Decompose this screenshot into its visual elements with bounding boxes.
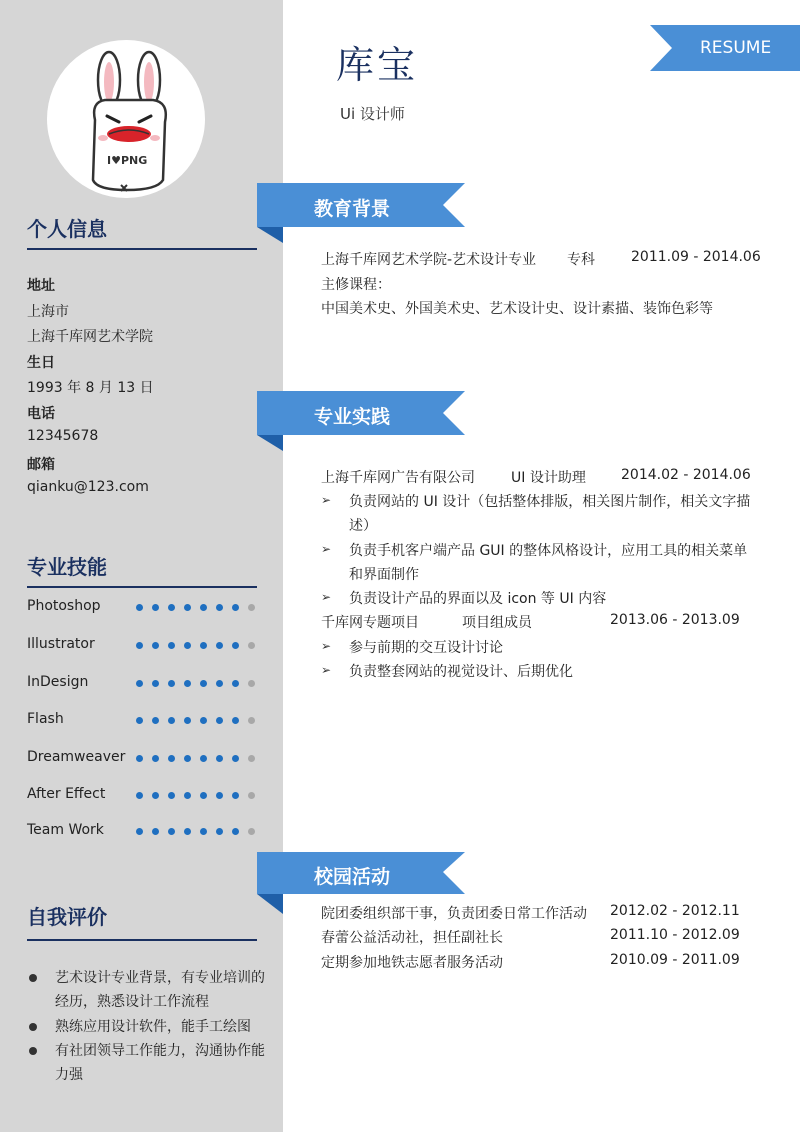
- education-degree: 专科: [567, 252, 595, 268]
- skill-dot-empty: [248, 755, 255, 762]
- skill-row: [27, 636, 262, 656]
- skill-dot-filled: [152, 642, 159, 649]
- skill-dot-filled: [232, 642, 239, 649]
- skill-dot-filled: [184, 717, 191, 724]
- skill-dot-filled: [136, 755, 143, 762]
- campus-item-text: 定期参加地铁志愿者服务活动: [321, 955, 503, 971]
- education-courses: 中国美术史、外国美术史、艺术设计史、设计素描、装饰色彩等: [321, 301, 713, 317]
- campus-item-text: 院团委组织部干事，负责团委日常工作活动: [321, 906, 587, 922]
- job1-duty-line: 述）: [349, 518, 377, 534]
- skill-dot-filled: [168, 755, 175, 762]
- skill-dot-empty: [248, 680, 255, 687]
- education-school: 上海千库网艺术学院-艺术设计专业: [321, 252, 537, 268]
- self-eval-item: [27, 1039, 277, 1087]
- job1-period: 2014.02 - 2014.06: [621, 467, 751, 483]
- address-line2: 上海千库网艺术学院: [27, 329, 153, 345]
- practice-heading: 专业实践: [314, 406, 391, 428]
- skill-dot-filled: [200, 717, 207, 724]
- personal-info-rule: [27, 248, 257, 250]
- self-eval-item: [27, 1015, 277, 1039]
- phone-label: 电话: [27, 406, 55, 422]
- skill-dot-empty: [248, 828, 255, 835]
- skills-heading: 专业技能: [27, 555, 107, 579]
- skill-dot-filled: [168, 828, 175, 835]
- skill-name: Illustrator: [27, 636, 95, 652]
- phone-value: 12345678: [27, 428, 99, 444]
- arrow-bullet-icon: ➢: [321, 590, 332, 604]
- campus-heading: 校园活动: [314, 866, 391, 888]
- skill-dot-empty: [248, 642, 255, 649]
- bullet-icon: [29, 1023, 37, 1031]
- job1-duty-line: 负责网站的 UI 设计（包括整体排版，相关图片制作，相关文字描: [349, 494, 751, 510]
- arrow-bullet-icon: ➢: [321, 639, 332, 653]
- education-period: 2011.09 - 2014.06: [631, 249, 761, 265]
- skill-dot-filled: [136, 828, 143, 835]
- skill-dot-filled: [152, 604, 159, 611]
- personal-info-heading: 个人信息: [27, 217, 107, 241]
- skill-dot-filled: [152, 755, 159, 762]
- skill-dot-filled: [136, 717, 143, 724]
- skill-dot-filled: [232, 828, 239, 835]
- skill-dot-filled: [152, 680, 159, 687]
- education-heading: 教育背景: [314, 198, 391, 220]
- self-eval-text: 熟练应用设计软件，能手工绘图: [55, 1019, 251, 1035]
- skill-row: [27, 786, 262, 806]
- job2-company: 千库网专题项目: [321, 615, 419, 631]
- skill-row: [27, 749, 262, 769]
- sidebar: [0, 0, 283, 1132]
- job1-role: UI 设计助理: [511, 470, 586, 486]
- job2-period: 2013.06 - 2013.09: [610, 612, 740, 628]
- campus-item-text: 春蕾公益活动社，担任副社长: [321, 930, 503, 946]
- skill-dot-filled: [184, 755, 191, 762]
- skill-row: [27, 822, 262, 842]
- candidate-name: 库宝: [336, 43, 419, 87]
- email-value: qianku@123.com: [27, 479, 149, 495]
- job1-company: 上海千库网广告有限公司: [321, 470, 475, 486]
- skill-dot-filled: [216, 717, 223, 724]
- self-eval-text: 艺术设计专业背景，有专业培训的经历，熟悉设计工作流程: [55, 970, 265, 1010]
- address-line1: 上海市: [27, 304, 69, 320]
- education-courses-label: 主修课程：: [321, 277, 391, 293]
- avatar: [47, 40, 205, 198]
- job1-duty-line: 负责手机客户端产品 GUI 的整体风格设计，应用工具的相关菜单: [349, 543, 748, 559]
- skill-row: [27, 711, 262, 731]
- address-label: 地址: [27, 278, 55, 294]
- skill-name: Photoshop: [27, 598, 101, 614]
- skill-dot-filled: [184, 828, 191, 835]
- bullet-icon: [29, 1047, 37, 1055]
- skill-dot-filled: [232, 604, 239, 611]
- campus-item-period: 2011.10 - 2012.09: [610, 927, 740, 943]
- skill-dot-filled: [216, 755, 223, 762]
- self-eval-heading: 自我评价: [27, 905, 107, 929]
- campus-item-period: 2010.09 - 2011.09: [610, 952, 740, 968]
- skill-dot-filled: [184, 604, 191, 611]
- job1-duty-line: 负责设计产品的界面以及 icon 等 UI 内容: [349, 591, 607, 607]
- skill-dot-filled: [200, 680, 207, 687]
- skill-dot-filled: [200, 642, 207, 649]
- skill-dot-filled: [216, 642, 223, 649]
- skill-dot-filled: [168, 604, 175, 611]
- skill-dot-empty: [248, 792, 255, 799]
- skill-dot-filled: [168, 717, 175, 724]
- skill-dot-filled: [200, 792, 207, 799]
- skill-dot-filled: [184, 792, 191, 799]
- rabbit-illustration: [47, 40, 205, 198]
- skill-dot-filled: [168, 792, 175, 799]
- skill-dot-filled: [136, 792, 143, 799]
- skill-dot-filled: [216, 680, 223, 687]
- arrow-bullet-icon: ➢: [321, 542, 332, 556]
- birthday-label: 生日: [27, 355, 55, 371]
- skill-dot-filled: [136, 642, 143, 649]
- resume-tag-text: RESUME: [700, 38, 772, 58]
- skill-dot-filled: [216, 828, 223, 835]
- skill-dot-filled: [168, 642, 175, 649]
- skill-dot-filled: [232, 717, 239, 724]
- skill-dot-filled: [200, 828, 207, 835]
- skill-name: Flash: [27, 711, 64, 727]
- skill-dot-filled: [232, 755, 239, 762]
- skill-dot-filled: [200, 755, 207, 762]
- skill-dot-filled: [232, 680, 239, 687]
- skill-dot-filled: [232, 792, 239, 799]
- avatar-badge-text: I♥PNG: [107, 154, 148, 167]
- self-eval-text: 有社团领导工作能力，沟通协作能力强: [55, 1043, 265, 1083]
- skill-dot-filled: [216, 792, 223, 799]
- skill-row: [27, 674, 262, 694]
- skill-dot-filled: [152, 717, 159, 724]
- skill-dot-filled: [136, 680, 143, 687]
- skill-dot-empty: [248, 717, 255, 724]
- skill-name: Team Work: [27, 822, 104, 838]
- practice-banner: [257, 391, 467, 451]
- job2-duty-line: 参与前期的交互设计讨论: [349, 640, 503, 656]
- self-eval-rule: [27, 939, 257, 941]
- skill-dot-filled: [216, 604, 223, 611]
- skills-rule: [27, 586, 257, 588]
- arrow-bullet-icon: ➢: [321, 663, 332, 677]
- skill-dot-empty: [248, 604, 255, 611]
- job1-duty-line: 和界面制作: [349, 567, 419, 583]
- skill-row: [27, 598, 262, 618]
- resume-tag: [650, 25, 800, 71]
- education-banner: [257, 183, 467, 243]
- bullet-icon: [29, 974, 37, 982]
- skill-name: Dreamweaver: [27, 749, 126, 765]
- job2-role: 项目组成员: [462, 615, 532, 631]
- job2-duty-line: 负责整套网站的视觉设计、后期优化: [349, 664, 573, 680]
- skill-dot-filled: [136, 604, 143, 611]
- email-label: 邮箱: [27, 457, 55, 473]
- skill-dot-filled: [168, 680, 175, 687]
- skill-dot-filled: [152, 792, 159, 799]
- skill-dot-filled: [152, 828, 159, 835]
- job-title: Ui 设计师: [340, 105, 405, 123]
- skill-dot-filled: [184, 642, 191, 649]
- birthday-value: 1993 年 8 月 13 日: [27, 380, 154, 396]
- skill-name: InDesign: [27, 674, 89, 690]
- skill-dot-filled: [200, 604, 207, 611]
- skill-dot-filled: [184, 680, 191, 687]
- skill-name: After Effect: [27, 786, 106, 802]
- campus-item-period: 2012.02 - 2012.11: [610, 903, 740, 919]
- self-eval-item: [27, 966, 277, 1014]
- arrow-bullet-icon: ➢: [321, 493, 332, 507]
